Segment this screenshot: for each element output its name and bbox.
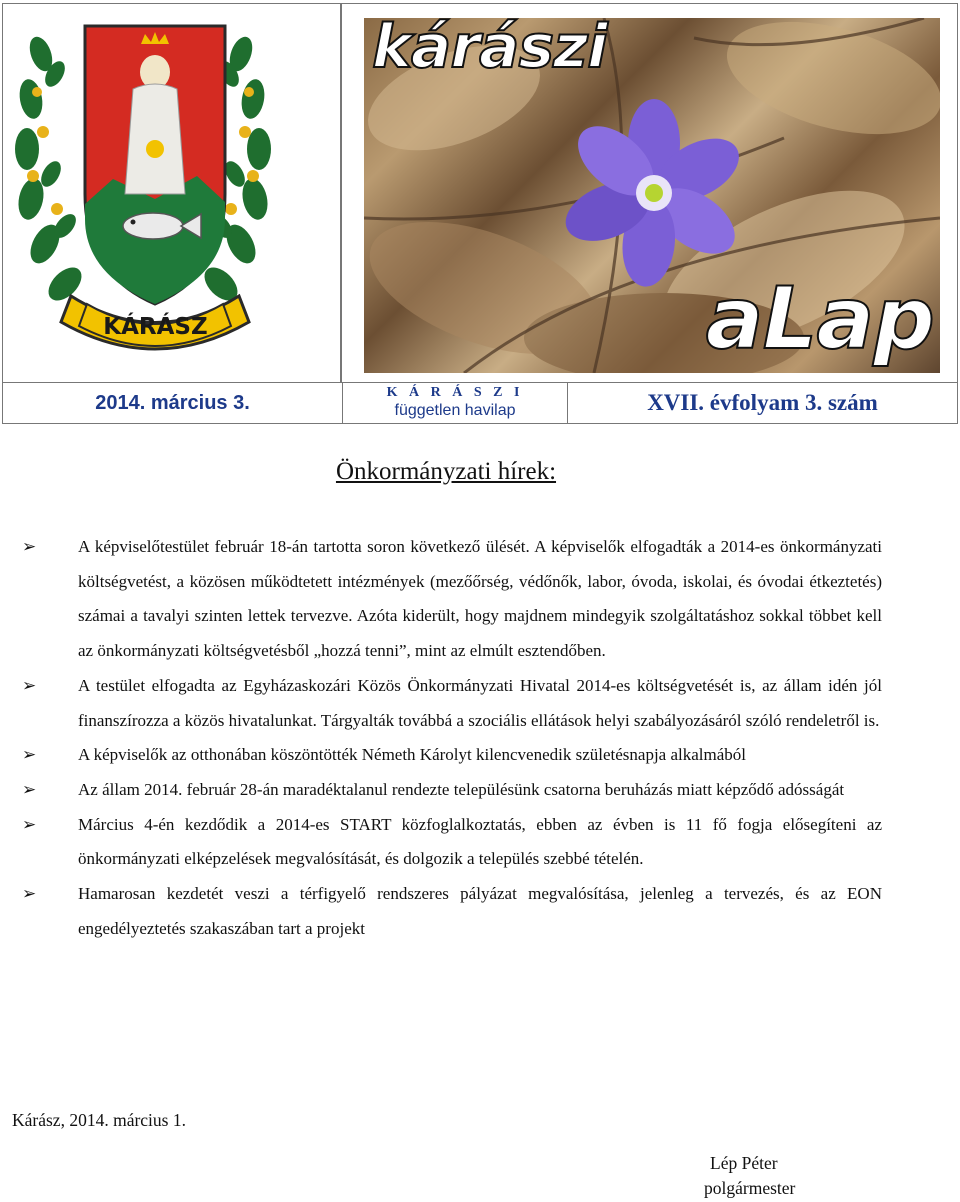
news-list <box>20 530 882 946</box>
list-item-text: A testület elfogadta az Egyházaskozári Közös Önkormányzati Hivatal 2014-es költségvetését is, az állam idén jól finanszírozza a közös hivatalunkat. Tárgyalták továbbá a szociális ellátások helyi szabályozásáról szóló rendeletről is. <box>78 675 882 730</box>
list-item-text: Hamarosan kezdetét veszi a térfigyelő rendszeres pályázat megvalósítása, jelenleg a tervezés, és az EON engedélyeztetés szakaszában tart a projekt <box>78 884 882 938</box>
publisher-cell <box>342 383 568 423</box>
list-item-text: Március 4-én kezdődik a 2014-es START közfoglalkoztatás, ebben az évben is 11 fő fogja elősegíteni az önkormányzati elképzelések megvalósítását, és dolgozik a település szebbé tételén. <box>78 814 882 869</box>
signature-place-date: Kárász, 2014. március 1. <box>12 1110 186 1130</box>
arrow-bullet-icon: ➢ <box>22 814 37 835</box>
arrow-bullet-icon: ➢ <box>22 745 37 766</box>
arrow-bullet-icon: ➢ <box>22 779 37 800</box>
arrow-bullet-icon: ➢ <box>22 675 37 696</box>
coat-of-arms-panel <box>2 3 341 383</box>
masthead-title-bottom: aLap <box>705 269 934 369</box>
list-item <box>20 738 882 773</box>
coat-of-arms-ribbon-label: KÁRÁSZ <box>103 314 208 340</box>
page-title: Önkormányzati hírek: <box>335 458 557 485</box>
signature-role: polgármester <box>704 1178 796 1198</box>
list-item-text: Az állam 2014. február 28-án maradéktalanul rendezte településünk csatorna beruházás miatt képződő adósságát <box>78 779 845 799</box>
arrow-bullet-icon: ➢ <box>22 884 37 905</box>
list-item <box>20 669 882 738</box>
cover-photo <box>364 18 940 373</box>
list-item-text: A képviselők az otthonában köszöntötték Németh Károlyt kilencvenedik születésnapja alkalmából <box>78 745 746 765</box>
issue-volume: XVII. évfolyam 3. szám <box>647 390 878 415</box>
masthead-info-row <box>2 382 958 424</box>
cover-photo-panel <box>341 3 958 383</box>
masthead-title-top: kárászi <box>372 18 607 82</box>
publisher-subtitle: független havilap <box>394 402 516 419</box>
publisher-name: K Á R Á S Z I <box>386 385 524 400</box>
list-item <box>20 877 882 946</box>
list-item <box>20 773 882 808</box>
arrow-bullet-icon: ➢ <box>22 537 37 557</box>
signature-name: Lép Péter <box>710 1153 778 1173</box>
list-item <box>20 808 882 877</box>
list-item <box>20 530 882 669</box>
issue-date: 2014. március 3. <box>95 391 250 414</box>
list-item-text: A képviselőtestület február 18-án tartotta soron következő ülését. A képviselők elfogadták a 2014-es önkormányzati költségvetést, a közösen működtetett intézmények (mezőőrség, védőnők, labor, óvoda, iskolai, és óvodai étkeztetés) számai a tavalyi szinten lettek tervezve. Azóta kiderült, hogy majdnem mindegyik szolgáltatáshoz sokkal többet kell az önkormányzati költségvetésből „hozzá tenni”, mint az elmúlt esztendőben. <box>78 537 882 661</box>
